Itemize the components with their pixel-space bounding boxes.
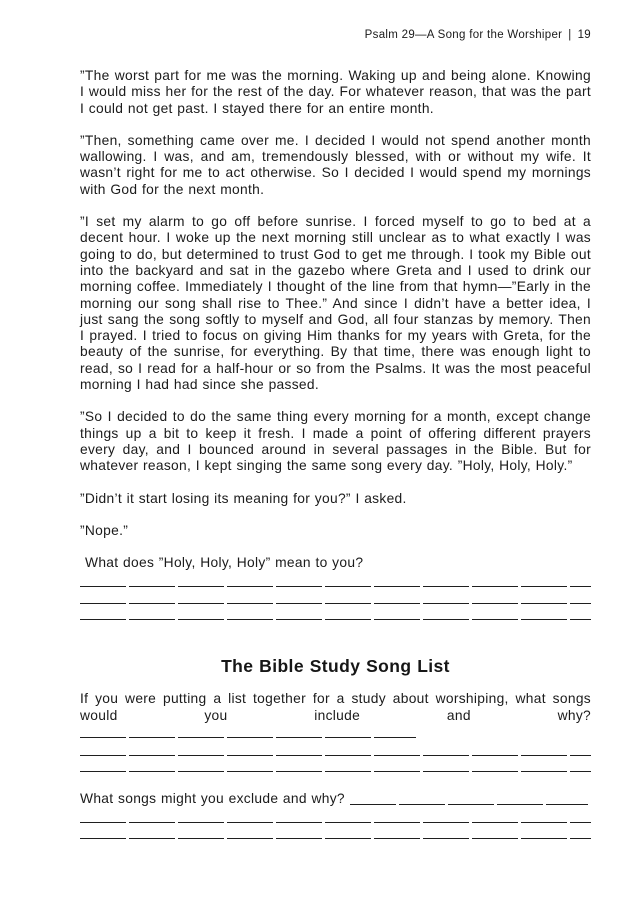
paragraph-morning: ”The worst part for me was the morning. Waking up and being alone. Knowing I would miss her for the rest of the day. For whatever reason, that was the part I could not get past. I stayed there for an entire month. — [80, 68, 591, 116]
inline-answer-blank — [350, 803, 588, 805]
answer-line — [80, 823, 591, 839]
answer-line — [80, 604, 591, 620]
answer-lines-q2 — [80, 740, 591, 773]
answer-lines-q3 — [80, 807, 591, 840]
question-text: If you were putting a list together for a study about worshiping, what songs would you include and why? — [80, 691, 591, 723]
paragraph-alarm-gazebo: ”I set my alarm to go off before sunrise. I forced myself to go to bed at a decent hour. I woke up the next morning still unclear as to what exactly I was going to do, but determined to trust God to get me through. I took my Bible out into the backyard and sat in the gazebo where Greta and I used to drink our morning coffee. Immediately I thought of the line from that hymn—”Early in the morning our song shall rise to Thee.” And since I didn’t have a better idea, I just sang the song softly to myself and God, all four stanzas by memory. Then I prayed. I tried to focus on giving Him thanks for my years with Greta, for the beauty of the sunrise, for everything. By that time, there was enough light to read, so I read for a half-hour or so from the Psalms. It was the most peaceful morning I had had since she passed. — [80, 214, 591, 393]
page-header — [80, 28, 591, 42]
question-holy-meaning: What does ”Holy, Holy, Holy” mean to you? — [85, 555, 364, 571]
page-number: 19 — [577, 29, 591, 41]
answer-line — [80, 740, 591, 756]
answer-lines-q1 — [80, 571, 591, 620]
paragraph-nope: ”Nope.” — [80, 522, 129, 538]
answer-line — [80, 807, 591, 823]
header-divider: | — [568, 29, 572, 41]
answer-line — [80, 757, 591, 773]
paragraph-same-thing-every-morning: ”So I decided to do the same thing every morning for a month, except change things up a bit to keep it fresh. I made a point of offering different prayers every day, and I bounced around in several passages in the Bible. But for whatever reason, I kept singing the same song every day. ”Holy, Holy, Holy.” — [80, 409, 591, 474]
answer-line — [80, 588, 591, 604]
running-title: Psalm 29—A Song for the Worshiper — [364, 29, 563, 41]
page-body — [80, 68, 591, 840]
question-include-songs — [80, 691, 591, 740]
paragraph-didnt-it-lose-meaning: ”Didn’t it start losing its meaning for you?” I asked. — [80, 490, 407, 506]
answer-line — [80, 571, 591, 587]
inline-answer-blank — [80, 736, 416, 738]
section-heading: The Bible Study Song List — [221, 656, 450, 677]
question-exclude-songs — [80, 791, 591, 807]
paragraph-something-came-over: ”Then, something came over me. I decided I would not spend another month wallowing. I was, and am, tremendously blessed, with or without my wife. It wasn’t right for me to act otherwise. So I decided I would spend my mornings with God for the next month. — [80, 132, 591, 197]
question-text: What songs might you exclude and why? — [80, 790, 350, 806]
